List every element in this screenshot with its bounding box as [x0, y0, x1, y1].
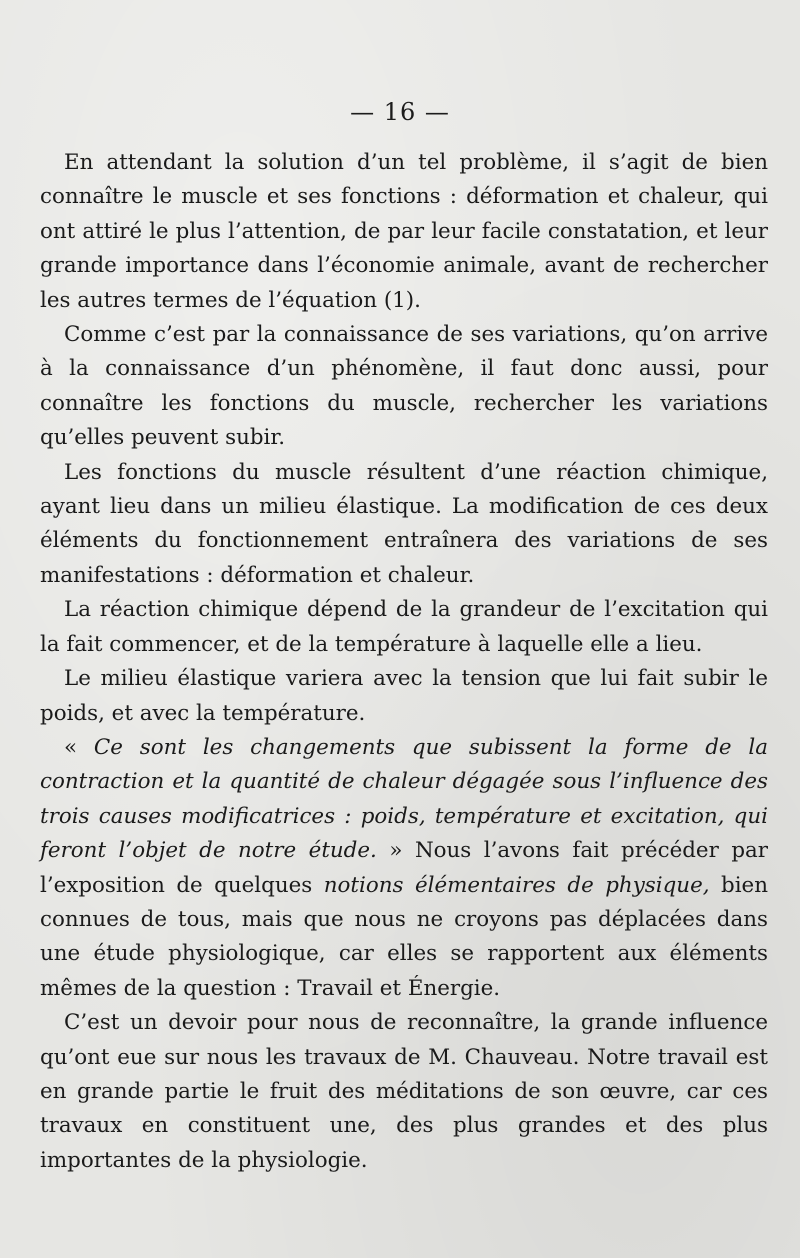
paragraph-text: La réaction chimique dépend de la grandeur de l’excitation qui la fait commencer, et de la température à laquelle elle a lieu. [40, 597, 768, 657]
paragraph-2 [40, 318, 768, 456]
paragraph-1 [40, 146, 768, 318]
paragraph-text: bien connues de tous, mais que nous ne croyons pas déplacées dans une étude physiologique, car elles se rapportent aux éléments mêmes de la question : Travail et Énergie. [40, 872, 768, 1001]
paragraph-text: » Nous l’avons fait précéder par l’exposition de quelques [40, 838, 768, 898]
body-text [40, 146, 768, 1178]
paragraph-text: Le milieu élastique variera avec la tension que lui fait subir le poids, et avec la température. [40, 666, 768, 726]
paragraph-3 [40, 456, 768, 594]
paragraph-4 [40, 593, 768, 662]
paragraph-5 [40, 662, 768, 731]
paragraph-text: En attendant la solution d’un tel problème, il s’agit de bien connaître le muscle et ses fonctions : déformation et chaleur, qui ont attiré le plus l’attention, de par leur facile constatation, et leur grande importance dans l’économie animale, avant de rechercher les autres termes de l’équation (1). [40, 150, 768, 313]
paragraph-text: « [64, 734, 94, 760]
paragraph-text: Les fonctions du muscle résultent d’une réaction chimique, ayant lieu dans un milieu élastique. La modification de ces deux éléments du fonctionnement entraînera des variations de ses manifestations : déformation et chaleur. [40, 459, 768, 588]
paragraph-text: Comme c’est par la connaissance de ses variations, qu’on arrive à la connaissance d’un phénomène, il faut donc aussi, pour connaître les fonctions du muscle, rechercher les variations qu’elles peuvent subir. [40, 322, 768, 451]
paragraph-text: C’est un devoir pour nous de reconnaître, la grande influence qu’ont eue sur nous les travaux de M. Chauveau. Notre travail est en grande partie le fruit des méditations de son œuvre, car ces travaux en constituent une, des plus grandes et des plus importantes de la physiologie. [40, 1010, 768, 1173]
paragraph-7 [40, 1006, 768, 1178]
italic-quote: Ce sont les changements que subissent la forme de la contraction et la quantité de chaleur dégagée sous l’influence des trois causes modificatrices : poids, température et excitation, qui feront l’objet de notre étude. [40, 734, 768, 864]
page-number: — 16 — [350, 98, 450, 126]
italic-phrase: notions élémentaires de physique, [323, 872, 710, 898]
paragraph-6 [40, 731, 768, 1006]
